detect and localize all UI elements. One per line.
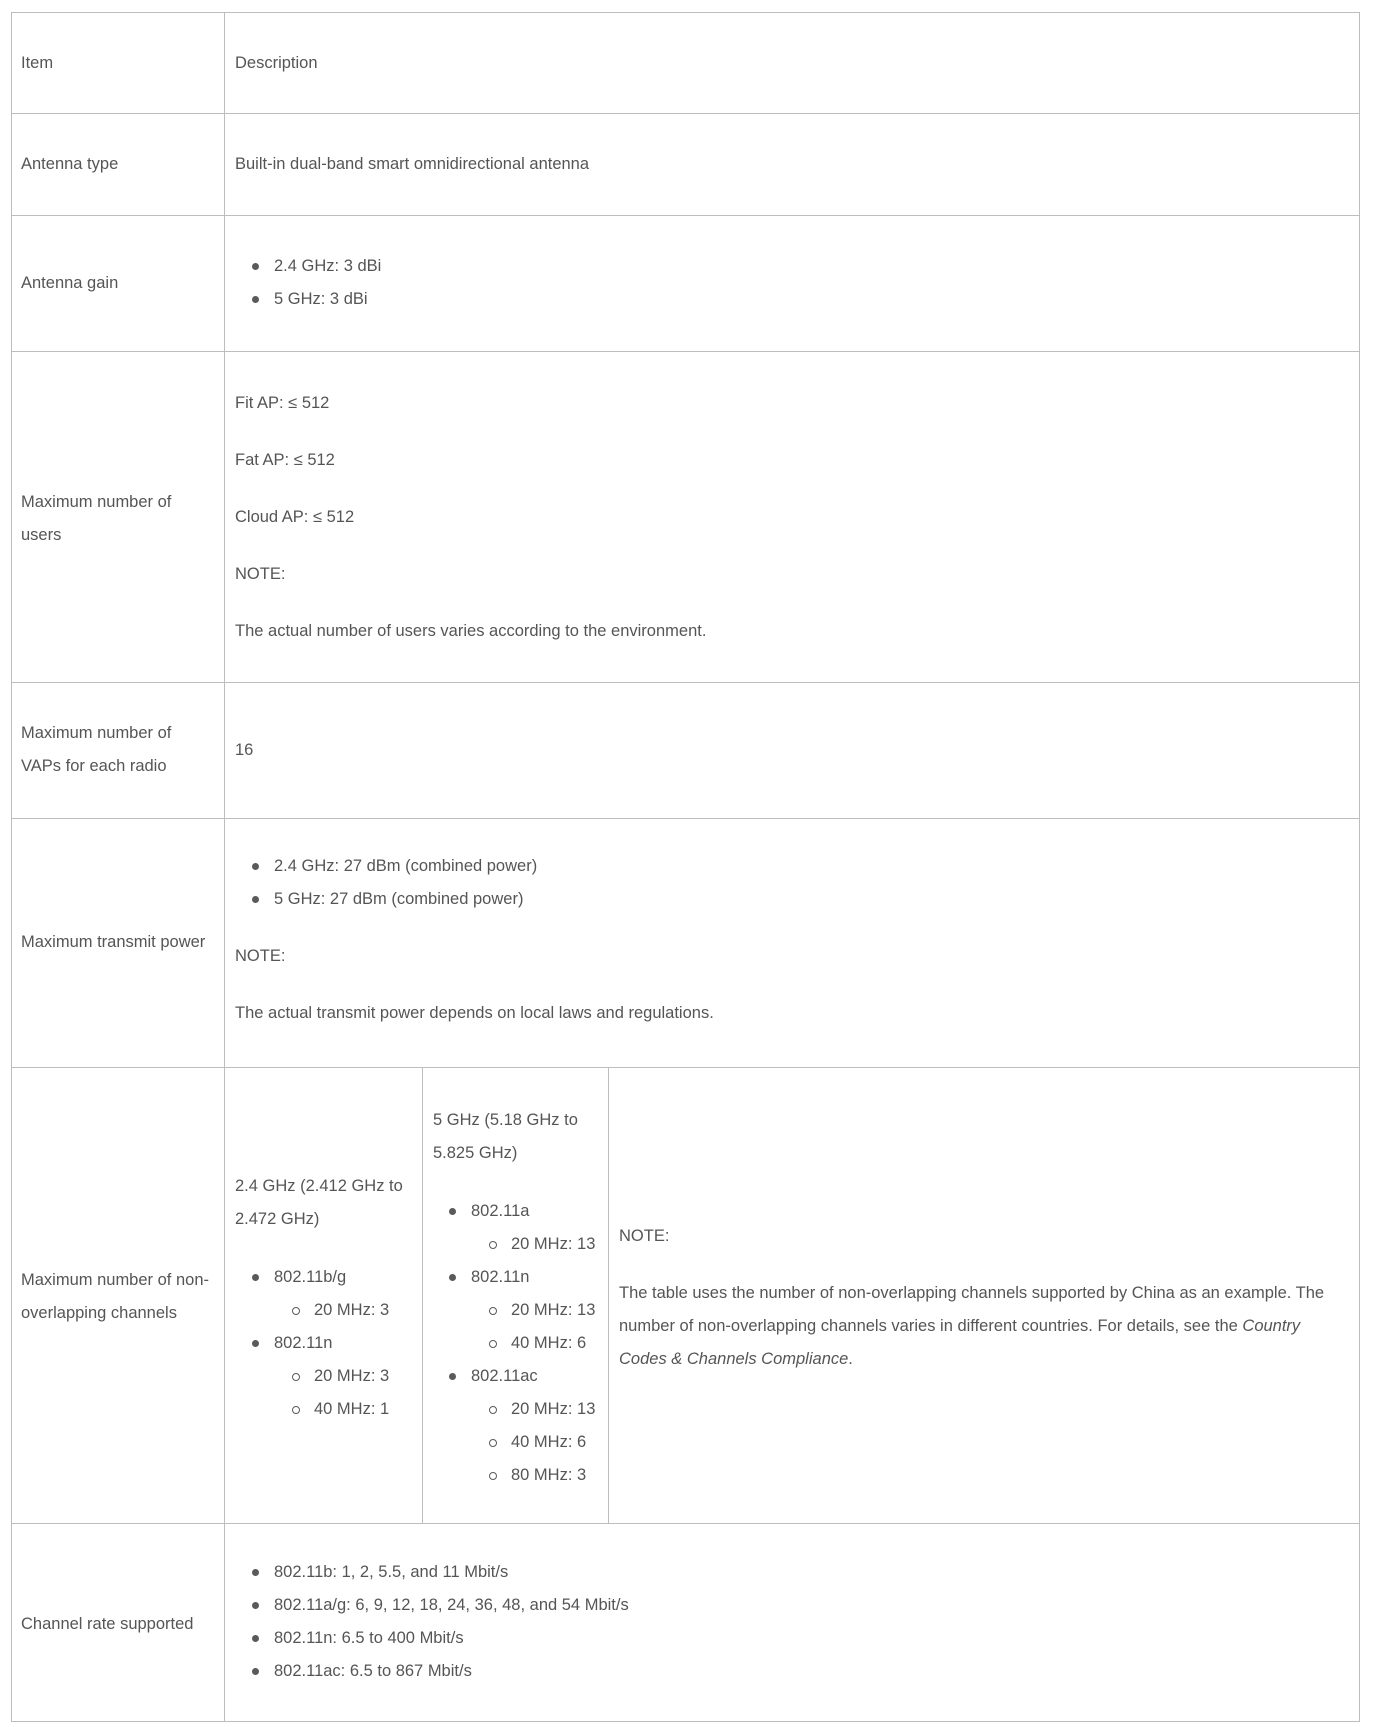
band-5-channel: 20 MHz: 13 [511,1400,596,1418]
table-border [11,818,1360,819]
header-description: Description [235,54,318,72]
note-text [619,1310,1300,1343]
channels-label: overlapping channels [21,1304,177,1322]
sub-bullet-icon [489,1472,497,1480]
note-text: The actual number of users varies according to the environment. [235,622,707,640]
band-5-title: 5 GHz (5.18 GHz to [433,1111,578,1129]
sub-bullet-icon [489,1307,497,1315]
sub-bullet-icon [292,1373,300,1381]
band-24-channel: 40 MHz: 1 [314,1400,390,1418]
table-border [11,12,1360,13]
band-5-standard: 802.11ac [471,1367,538,1385]
max-vaps-value: 16 [235,741,254,759]
sub-bullet-icon [292,1406,300,1414]
note-text [619,1343,853,1376]
bullet-icon [252,863,259,870]
bullet-icon [252,1668,259,1675]
note-text: The table uses the number of non-overlapping channels supported by China as an example. The [619,1284,1325,1302]
note-text: The actual transmit power depends on local laws and regulations. [235,1004,714,1022]
band-24-channel: 20 MHz: 3 [314,1367,390,1385]
bullet-icon [449,1373,456,1380]
band-5-standard: 802.11a [471,1202,530,1220]
country-codes-link[interactable]: Codes & Channels Compliance [619,1350,849,1368]
max-users-label: users [21,526,62,544]
bullet-icon [252,263,259,270]
note-text-part: . [848,1350,853,1368]
table-border [11,682,1360,683]
band-5-channel: 80 MHz: 3 [511,1466,587,1484]
channel-rate-item: 802.11b: 1, 2, 5.5, and 11 Mbit/s [274,1563,509,1581]
band-24-channel: 20 MHz: 3 [314,1301,390,1319]
table-border [11,351,1360,352]
table-border [11,1721,1360,1722]
country-codes-link[interactable]: Country [1242,1317,1301,1335]
table-border [224,12,225,1722]
bullet-icon [449,1274,456,1281]
bullet-icon [252,1635,259,1642]
table-border [608,1067,609,1523]
channels-label: Maximum number of non- [21,1271,209,1289]
max-users-cloud: Cloud AP: ≤ 512 [235,508,355,526]
max-vaps-label: VAPs for each radio [21,757,167,775]
table-border [11,1067,1360,1068]
band-24-title: 2.4 GHz (2.412 GHz to [235,1177,403,1195]
channel-rate-item: 802.11ac: 6.5 to 867 Mbit/s [274,1662,472,1680]
header-item: Item [21,54,54,72]
sub-bullet-icon [489,1340,497,1348]
antenna-type-label: Antenna type [21,155,119,173]
max-power-item: 5 GHz: 27 dBm (combined power) [274,890,524,908]
bullet-icon [252,296,259,303]
note-label: NOTE: [619,1227,670,1245]
band-5-channel: 20 MHz: 13 [511,1301,596,1319]
table-border [11,215,1360,216]
band-5-title: 5.825 GHz) [433,1144,518,1162]
bullet-icon [449,1208,456,1215]
bullet-icon [252,1602,259,1609]
table-border [1359,12,1360,1722]
max-vaps-label: Maximum number of [21,724,172,742]
band-24-standard: 802.11n [274,1334,333,1352]
band-5-standard: 802.11n [471,1268,530,1286]
band-5-channel: 40 MHz: 6 [511,1433,587,1451]
max-users-label: Maximum number of [21,493,172,511]
sub-bullet-icon [489,1406,497,1414]
band-24-title: 2.472 GHz) [235,1210,320,1228]
note-text-part: number of non-overlapping channels varies in different countries. For details, see the [619,1317,1238,1335]
band-5-channel: 40 MHz: 6 [511,1334,587,1352]
max-power-label: Maximum transmit power [21,933,206,951]
sub-bullet-icon [489,1241,497,1249]
band-5-channel: 20 MHz: 13 [511,1235,596,1253]
max-users-fit: Fit AP: ≤ 512 [235,394,330,412]
antenna-type-value: Built-in dual-band smart omnidirectional antenna [235,155,590,173]
table-border [11,1523,1360,1524]
bullet-icon [252,1569,259,1576]
bullet-icon [252,1274,259,1281]
channel-rate-item: 802.11a/g: 6, 9, 12, 18, 24, 36, 48, and 54 Mbit/s [274,1596,629,1614]
note-label: NOTE: [235,565,286,583]
max-users-fat: Fat AP: ≤ 512 [235,451,335,469]
sub-bullet-icon [489,1439,497,1447]
table-border [11,12,12,1722]
bullet-icon [252,896,259,903]
channel-rate-item: 802.11n: 6.5 to 400 Mbit/s [274,1629,464,1647]
spec-table [11,12,1360,1722]
antenna-gain-item: 2.4 GHz: 3 dBi [274,257,382,275]
channel-rate-label: Channel rate supported [21,1615,194,1633]
table-border [422,1067,423,1523]
sub-bullet-icon [292,1307,300,1315]
bullet-icon [252,1340,259,1347]
antenna-gain-item: 5 GHz: 3 dBi [274,290,368,308]
note-label: NOTE: [235,947,286,965]
band-24-standard: 802.11b/g [274,1268,347,1286]
antenna-gain-label: Antenna gain [21,274,119,292]
max-power-item: 2.4 GHz: 27 dBm (combined power) [274,857,538,875]
table-border [11,113,1360,114]
